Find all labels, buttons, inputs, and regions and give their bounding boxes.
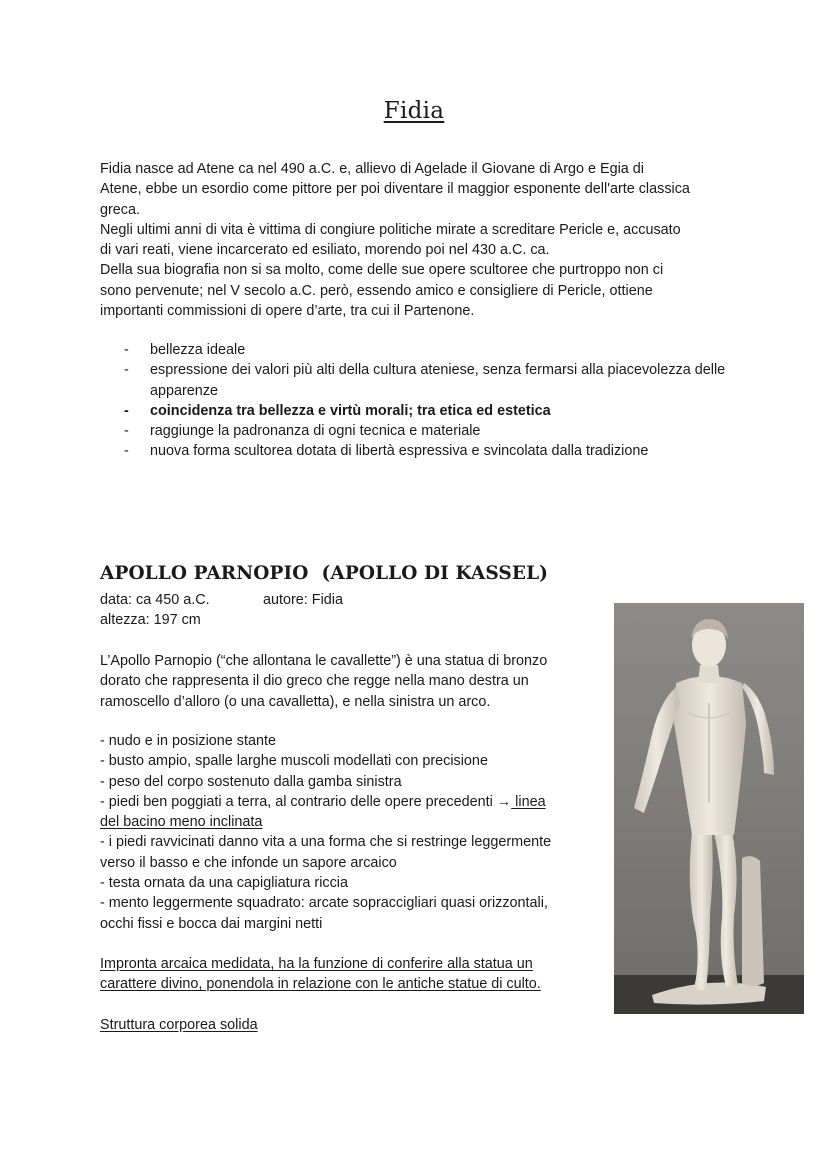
feature-line: - piedi ben poggiati a terra, al contrario delle opere precedenti → — [100, 793, 512, 810]
artwork-description — [100, 651, 590, 712]
intro-line: importanti commissioni di opere d’arte, tra cui il Partenone. — [100, 303, 475, 320]
intro-line: Atene, ebbe un esordio come pittore per poi diventare il maggior esponente dell'arte classica — [100, 181, 690, 198]
list-item — [100, 421, 740, 441]
bullet-dash: - — [124, 342, 129, 358]
feature-underlined: del bacino meno inclinata — [100, 814, 263, 831]
apollo-statue-image — [614, 603, 804, 1014]
list-item-text: nuova forma scultorea dotata di libertà espressiva e svincolata dalla tradizione — [150, 443, 649, 460]
page-title: Fidia — [383, 98, 445, 124]
features-list — [100, 731, 590, 934]
intro-line: di vari reati, viene incarcerato ed esiliato, morendo poi nel 430 a.C. ca. — [100, 242, 550, 259]
list-item-text: coincidenza tra bellezza e virtù morali; tra etica ed estetica — [150, 402, 551, 419]
characteristics-list — [100, 340, 740, 462]
note-line: Impronta arcaica medidata, ha la funzione di conferire alla statua un — [100, 956, 533, 972]
list-item-text: bellezza ideale — [150, 342, 246, 358]
description-line: dorato che rappresenta il dio greco che regge nella mano destra un — [100, 673, 529, 690]
list-item-text: espressione dei valori più alti della cultura ateniese, senza fermarsi alla piacevolezza delle apparenze — [150, 362, 726, 399]
structure-note — [100, 1015, 590, 1035]
bullet-dash: - — [124, 443, 129, 460]
intro-line: Fidia nasce ad Atene ca nel 490 a.C. e, allievo di Agelade il Giovane di Argo e Egia di — [100, 161, 645, 177]
note-line: Struttura corporea solida — [100, 1017, 258, 1033]
feature-line: - i piedi ravvicinati danno vita a una forma che si restringe leggermente — [100, 834, 552, 851]
intro-line: greca. — [100, 201, 140, 218]
intro-line: Della sua biografia non si sa molto, come delle sue opere scultoree che purtroppo non ci — [100, 262, 664, 279]
feature-line: - testa ornata da una capigliatura riccia — [100, 875, 348, 892]
intro-paragraph — [100, 159, 740, 321]
artwork-author: autore: Fidia — [263, 592, 343, 608]
feature-line: occhi fissi e bocca dai margini netti — [100, 915, 323, 932]
artwork-height: altezza: 197 cm — [100, 612, 201, 628]
note-line: carattere divino, ponendola in relazione con le antiche statue di culto. — [100, 976, 541, 993]
feature-line: - peso del corpo sostenuto dalla gamba sinistra — [100, 773, 402, 790]
feature-underlined: linea — [511, 793, 546, 810]
description-line: ramoscello d’alloro (o una cavalletta), e nella sinistra un arco. — [100, 693, 491, 710]
bullet-dash: - — [124, 402, 129, 419]
intro-line: Negli ultimi anni di vita è vittima di congiure politiche mirate a screditare Pericle e, accusato — [100, 221, 681, 238]
artwork-date: data: ca 450 a.C. — [100, 592, 210, 608]
list-item — [100, 340, 740, 360]
feature-line: verso il basso e che infonde un sapore arcaico — [100, 854, 397, 871]
artwork-meta-row — [100, 590, 343, 610]
bullet-dash: - — [124, 423, 129, 440]
description-line: L’Apollo Parnopio (“che allontana le cavallette”) è una statua di bronzo — [100, 653, 548, 669]
archaic-note — [100, 954, 590, 995]
section-heading: APOLLO PARNOPIO (APOLLO DI KASSEL) — [100, 563, 549, 584]
list-item-text: raggiunge la padronanza di ogni tecnica e materiale — [150, 423, 481, 440]
bullet-dash: - — [124, 362, 129, 379]
feature-line: - nudo e in posizione stante — [100, 733, 277, 749]
intro-line: sono pervenute; nel V secolo a.C. però, essendo amico e consigliere di Pericle, ottiene — [100, 282, 653, 299]
feature-line: - mento leggermente squadrato: arcate sopraccigliari quasi orizzontali, — [100, 895, 548, 912]
feature-line: - busto ampio, spalle larghe muscoli modellati con precisione — [100, 753, 488, 770]
list-item — [100, 401, 740, 421]
list-item — [100, 360, 740, 401]
list-item — [100, 441, 740, 461]
